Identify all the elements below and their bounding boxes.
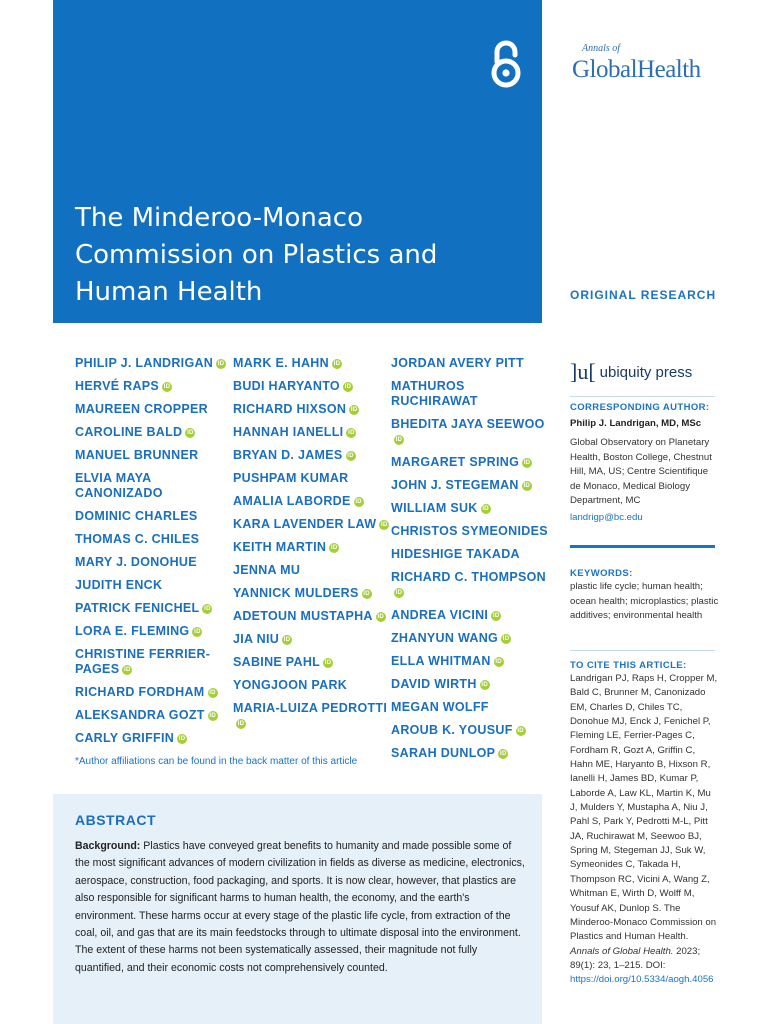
author-name-text: BRYAN D. JAMES (233, 448, 343, 462)
keywords-label: KEYWORDS: (570, 568, 633, 579)
author-name[interactable] (233, 402, 391, 417)
author-name[interactable] (233, 494, 391, 509)
citation-journal: Annals of Global Health. (570, 945, 674, 957)
orcid-icon[interactable]: ID (344, 383, 352, 390)
author-name[interactable] (233, 517, 391, 532)
orcid-icon[interactable]: ID (481, 681, 488, 688)
author-name[interactable] (233, 586, 391, 601)
author-name-text: HERVÉ RAPS (75, 379, 160, 393)
author-name-text: MEGAN WOLFF (391, 700, 489, 714)
ubiquity-press-mark-icon: ]u[ (570, 359, 596, 384)
orcid-icon[interactable]: ID (347, 452, 354, 459)
author-name[interactable] (391, 356, 549, 371)
author-name-text: ALEKSANDRA GOZT (75, 708, 205, 722)
orcid-icon[interactable]: ID (330, 544, 338, 551)
orcid-icon[interactable]: ID (495, 658, 502, 665)
author-name-text: JUDITH ENCK (75, 578, 163, 592)
author-name[interactable] (391, 478, 549, 493)
author-name-text: MARGARET SPRING (391, 455, 520, 469)
corresponding-author-name: Philip J. Landrigan, MD, MSc (570, 418, 702, 429)
keywords-text: plastic life cycle; human health; ocean health; microplastics; plastic additives; environmental health (570, 581, 719, 621)
divider (570, 396, 715, 397)
author-name[interactable] (75, 708, 233, 723)
author-name-text: WILLIAM SUK (391, 501, 478, 515)
author-name-text: AROUB K. YOUSUF (391, 723, 513, 737)
author-column-3 (391, 356, 549, 769)
author-name[interactable] (75, 647, 233, 677)
author-name[interactable] (233, 701, 391, 731)
author-name-text: THOMAS C. CHILES (75, 532, 200, 546)
title-line: Human Health (75, 277, 263, 307)
abstract-text (75, 838, 525, 977)
author-name[interactable] (75, 379, 233, 394)
corresponding-author-address: Global Observatory on Planetary Health, Boston College, Chestnut Hill, MA, US; Centre Scientifique de Monaco, Medical Biology Department, MC (570, 437, 712, 506)
orcid-icon[interactable]: ID (209, 689, 216, 696)
author-name-text: RICHARD HIXSON (233, 402, 347, 416)
author-name[interactable] (391, 379, 549, 409)
author-name[interactable] (233, 540, 391, 555)
author-name[interactable] (75, 555, 233, 570)
article-title (75, 200, 515, 311)
author-name-text: RICHARD FORDHAM (75, 685, 205, 699)
author-name[interactable] (75, 578, 233, 593)
author-name-text: BHEDITA JAYA SEEWOO (391, 417, 545, 431)
author-name[interactable] (391, 417, 549, 447)
author-name[interactable] (391, 700, 549, 715)
author-name-text: SARAH DUNLOP (391, 746, 496, 760)
orcid-icon[interactable]: ID (492, 612, 500, 619)
citation-doi-link[interactable]: https://doi.org/10.5334/aogh.4056 (570, 974, 714, 986)
citation-body: Landrigan PJ, Raps H, Cropper M, Bald C, Brunner M, Canonizado EM, Charles D, Chiles TC, Donohue MJ, Enck J, Fenichel P, Fleming LE, Ferrier-Pages C, Fordham R, Gozt A, Griffin C, Hahn ME, Haryanto B, Hixson R, Ianelli H, James BD, Kumar P, Laborde A, Law KL, Martin K, Mu J, Mulders Y, Mustapha A, Niu J, Pahl S, Park Y, Pedrotti M-L, Pitt JA, Ruchirawat M, Seewoo BJ, Spring M, Stegeman JJ, Suk W, Symeonides C, Takada H, Thompson RC, Vicini A, Wang Z, Whitman E, Wirth D, Wolff M, Yousuf AK, Dunlop S. The Minderoo-Monaco Commission on Plastics and Human Health. (570, 673, 718, 943)
author-name[interactable] (75, 601, 233, 616)
orcid-icon[interactable]: ID (348, 429, 355, 436)
author-name-text: CARLY GRIFFIN (75, 731, 175, 745)
orcid-icon[interactable]: ID (482, 505, 489, 512)
author-name-text: SABINE PAHL (233, 655, 321, 669)
author-name-text: MARIA-LUIZA PEDROTTI (233, 701, 388, 715)
journal-name-prefix: Annals of (582, 43, 621, 54)
author-name[interactable] (391, 723, 549, 738)
author-name[interactable] (75, 731, 233, 746)
journal-logo[interactable]: GlobalHealth (572, 56, 701, 83)
orcid-icon[interactable]: ID (502, 635, 510, 642)
author-column-2 (233, 356, 391, 739)
orcid-icon[interactable]: ID (237, 720, 245, 727)
author-name-text: ZHANYUN WANG (391, 631, 499, 645)
author-name-text: DOMINIC CHARLES (75, 509, 198, 523)
abstract-box (53, 794, 542, 1024)
corresponding-author-email[interactable]: landrigp@bc.edu (570, 512, 643, 523)
author-name[interactable] (75, 532, 233, 547)
author-name-text: MATHUROS RUCHIRAWAT (391, 379, 478, 408)
orcid-icon[interactable]: ID (523, 482, 531, 489)
orcid-icon[interactable]: ID (380, 521, 388, 528)
author-name-text: MANUEL BRUNNER (75, 448, 199, 462)
author-name[interactable] (233, 678, 391, 693)
orcid-icon[interactable]: ID (163, 383, 171, 390)
orcid-icon[interactable]: ID (204, 605, 211, 612)
orcid-icon[interactable]: ID (523, 459, 531, 466)
divider (570, 545, 715, 548)
citation-tail: 2023; 89(1): 23, 1–215. DOI: (570, 945, 701, 971)
author-name-text: JOHN J. STEGEMAN (391, 478, 519, 492)
author-name[interactable] (233, 379, 391, 394)
author-name-text: HIDESHIGE TAKADA (391, 547, 520, 561)
abstract-background-label: Background: (75, 840, 141, 852)
orcid-icon[interactable]: ID (283, 636, 291, 643)
author-name-text: PHILIP J. LANDRIGAN (75, 356, 214, 370)
publisher-logo[interactable] (570, 358, 692, 386)
orcid-icon[interactable]: ID (499, 750, 507, 757)
title-line: The Minderoo-Monaco (75, 203, 364, 233)
author-name-text: LORA E. FLEMING (75, 624, 190, 638)
citation-text (570, 672, 720, 988)
author-name-text: BUDI HARYANTO (233, 379, 340, 393)
author-name-text: ANDREA VICINI (391, 608, 489, 622)
author-name[interactable] (75, 356, 233, 371)
author-name-text: YONGJOON PARK (233, 678, 348, 692)
author-name-text: CHRISTOS SYMEONIDES (391, 524, 548, 538)
author-name-text: PUSHPAM KUMAR (233, 471, 349, 485)
orcid-icon[interactable]: ID (124, 666, 131, 673)
orcid-icon[interactable]: ID (194, 628, 201, 635)
author-name[interactable] (75, 471, 233, 501)
author-name[interactable] (233, 563, 391, 578)
orcid-icon[interactable]: ID (395, 589, 403, 596)
open-access-lock-icon (488, 38, 524, 90)
author-name[interactable] (75, 425, 233, 440)
author-name-text: KARA LAVENDER LAW (233, 517, 377, 531)
author-name[interactable] (233, 632, 391, 647)
author-name[interactable] (391, 608, 549, 623)
author-name-text: RICHARD C. THOMPSON (391, 570, 547, 584)
author-name[interactable] (233, 425, 391, 440)
orcid-icon[interactable]: ID (187, 429, 194, 436)
author-name[interactable] (233, 448, 391, 463)
publisher-name: ubiquity press (599, 363, 693, 381)
orcid-icon[interactable]: ID (517, 727, 524, 734)
author-column-1 (75, 356, 233, 754)
author-name-text: MARK E. HAHN (233, 356, 329, 370)
divider (570, 650, 715, 651)
orcid-icon[interactable]: ID (178, 735, 186, 742)
abstract-background-text: Plastics have conveyed great benefits to humanity and made possible some of the most significant advances of modern civilization in fields as diverse as medicine, electronics, aerospace, construction, food packaging, and sports. It is now clear, however, that plastics are also responsible for significant harms to human health, the economy, and the earth's environment. These harms occur at every stage of the plastic life cycle, from extraction of the coal, oil, and gas that are its main feedstocks through to ultimate disposal into the environment. The extent of these harms not been systematically assessed, their magnitude not fully quantified, and their economic costs not comprehensively counted. (75, 840, 525, 974)
author-name-text: DAVID WIRTH (391, 677, 477, 691)
orcid-icon[interactable]: ID (395, 436, 403, 443)
author-name[interactable] (391, 570, 549, 600)
author-name-text: JORDAN AVERY PITT (391, 356, 524, 370)
header-band (53, 0, 542, 323)
author-name-text: JENNA MU (233, 563, 301, 577)
title-line: Commission on Plastics and (75, 240, 438, 270)
author-name[interactable] (75, 402, 233, 417)
author-name-text: AMALIA LABORDE (233, 494, 351, 508)
article-type-label: ORIGINAL RESEARCH (570, 288, 717, 302)
abstract-heading: ABSTRACT (75, 812, 156, 828)
author-name[interactable] (391, 631, 549, 646)
author-name[interactable] (391, 746, 549, 761)
author-name[interactable] (391, 654, 549, 669)
author-name-text: CAROLINE BALD (75, 425, 183, 439)
orcid-icon[interactable]: ID (355, 498, 362, 505)
author-name[interactable] (391, 501, 549, 516)
author-name-text: KEITH MARTIN (233, 540, 327, 554)
orcid-icon[interactable]: ID (333, 360, 341, 367)
author-name-text: CHRISTINE FERRIER-PAGES (75, 647, 211, 676)
author-name[interactable] (233, 609, 391, 624)
author-name-text: YANNICK MULDERS (233, 586, 359, 600)
author-name-text: JIA NIU (233, 632, 280, 646)
author-name[interactable] (391, 455, 549, 470)
orcid-icon[interactable]: ID (209, 712, 217, 719)
author-name-text: ELVIA MAYA CANONIZADO (75, 471, 163, 500)
author-name[interactable] (75, 624, 233, 639)
author-name-text: PATRICK FENICHEL (75, 601, 200, 615)
orcid-icon[interactable]: ID (324, 659, 332, 666)
orcid-icon[interactable]: ID (363, 590, 370, 597)
orcid-icon[interactable]: ID (217, 360, 225, 367)
author-name[interactable] (233, 655, 391, 670)
author-name[interactable] (233, 356, 391, 371)
author-name[interactable] (233, 471, 391, 486)
author-name[interactable] (75, 448, 233, 463)
orcid-icon[interactable]: ID (350, 406, 358, 413)
orcid-icon[interactable]: ID (377, 613, 385, 620)
author-name-text: HANNAH IANELLI (233, 425, 344, 439)
author-name[interactable] (391, 524, 549, 539)
author-name[interactable] (391, 547, 549, 562)
author-name-text: ADETOUN MUSTAPHA (233, 609, 373, 623)
author-name-text: MARY J. DONOHUE (75, 555, 197, 569)
cite-label: TO CITE THIS ARTICLE: (570, 660, 687, 671)
affiliation-note: *Author affiliations can be found in the back matter of this article (75, 756, 358, 767)
author-name-text: MAUREEN CROPPER (75, 402, 208, 416)
corresponding-author-label: CORRESPONDING AUTHOR: (570, 402, 710, 413)
author-name[interactable] (75, 685, 233, 700)
author-name[interactable] (75, 509, 233, 524)
author-name[interactable] (391, 677, 549, 692)
author-name-text: ELLA WHITMAN (391, 654, 491, 668)
